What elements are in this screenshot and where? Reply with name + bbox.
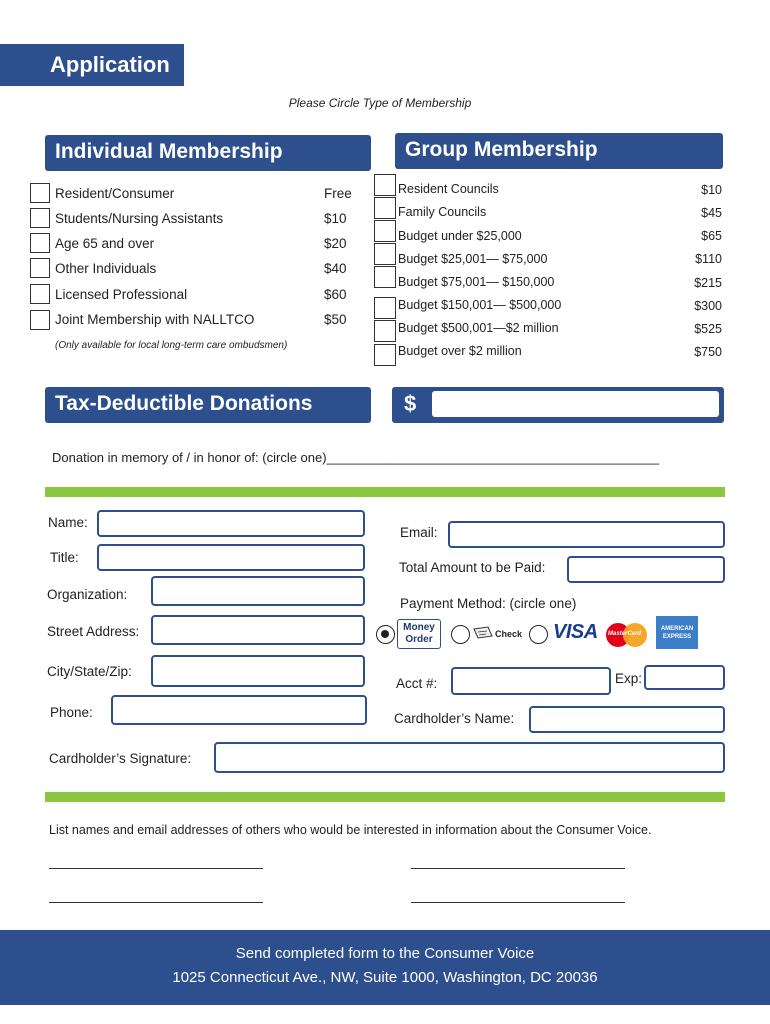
referral-line[interactable] <box>49 902 263 903</box>
group-item-price: $300 <box>694 299 722 313</box>
checkbox-licensed-professional[interactable] <box>30 284 50 304</box>
individual-item-label: Age 65 and over <box>55 236 155 251</box>
individual-item-price: $10 <box>324 211 347 226</box>
individual-item-price: $40 <box>324 261 347 276</box>
amex-text: AMERICAN <box>660 626 694 632</box>
money-order-text: Money <box>403 622 435 633</box>
group-item-label: Family Councils <box>398 205 487 219</box>
cardholder-signature-label: Cardholder’s Signature: <box>49 751 192 766</box>
checkbox-budget-150k-500k[interactable] <box>374 297 396 319</box>
check-icon <box>472 626 494 640</box>
cardholder-name-label: Cardholder’s Name: <box>394 711 515 726</box>
donation-memory-line: Donation in memory of / in honor of: (circle one)______________________________________________ <box>52 450 660 465</box>
city-state-zip-label: City/State/Zip: <box>47 664 132 679</box>
group-item-label: Budget $150,001— $500,000 <box>398 298 562 312</box>
checkbox-budget-under-25k[interactable] <box>374 220 396 242</box>
application-title: Application <box>50 52 170 77</box>
name-input[interactable] <box>97 510 365 537</box>
checkbox-budget-over-2m[interactable] <box>374 344 396 366</box>
footer-line1: Send completed form to the Consumer Voice <box>235 945 535 962</box>
individual-item-price: Free <box>324 186 352 201</box>
visa-logo: VISA <box>553 621 598 643</box>
group-item-label: Resident Councils <box>398 182 499 196</box>
referral-line[interactable] <box>411 868 625 869</box>
group-item-price: $525 <box>694 322 722 336</box>
individual-item-label: Other Individuals <box>55 261 157 276</box>
checkbox-budget-75k-150k[interactable] <box>374 266 396 288</box>
phone-input[interactable] <box>111 695 367 725</box>
group-item-label: Budget over $2 million <box>398 344 522 358</box>
group-item-price: $215 <box>694 276 722 290</box>
radio-money-order[interactable] <box>376 625 395 644</box>
checkbox-students[interactable] <box>30 208 50 228</box>
green-divider <box>45 487 725 497</box>
checkbox-joint-membership[interactable] <box>30 310 50 330</box>
organization-input[interactable] <box>151 576 365 606</box>
group-item-price: $10 <box>701 183 722 197</box>
name-label: Name: <box>48 515 88 530</box>
total-amount-input[interactable] <box>567 556 725 583</box>
individual-membership-title: Individual Membership <box>45 135 371 171</box>
cardholder-name-input[interactable] <box>529 706 725 733</box>
referrals-text: List names and email addresses of others who would be interested in information about the Consumer Voice. <box>49 823 652 837</box>
group-item-price: $65 <box>701 229 722 243</box>
dollar-sign: $ <box>404 391 417 416</box>
acct-label: Acct #: <box>396 676 438 691</box>
acct-input[interactable] <box>451 667 611 695</box>
group-item-label: Budget under $25,000 <box>398 229 522 243</box>
amex-logo <box>656 616 698 649</box>
group-item-price: $750 <box>694 345 722 359</box>
payment-method-label: Payment Method: (circle one) <box>400 596 577 611</box>
radio-check[interactable] <box>451 625 470 644</box>
exp-input[interactable] <box>644 665 725 690</box>
group-item-label: Budget $25,001— $75,000 <box>398 252 548 266</box>
footer <box>0 930 770 1005</box>
organization-label: Organization: <box>47 587 128 602</box>
individual-item-label: Students/Nursing Assistants <box>55 211 224 226</box>
ombudsmen-note: (Only available for local long-term care ombudsmen) <box>55 340 288 351</box>
individual-item-label: Licensed Professional <box>55 287 188 302</box>
membership-subtitle: Please Circle Type of Membership <box>288 96 472 110</box>
checkbox-age-65[interactable] <box>30 233 50 253</box>
mastercard-logo <box>606 623 648 647</box>
individual-item-price: $50 <box>324 312 347 327</box>
individual-item-label: Joint Membership with NALLTCO <box>55 312 255 327</box>
money-order-text: Order <box>405 634 433 645</box>
green-divider <box>45 792 725 802</box>
checkbox-family-councils[interactable] <box>374 197 396 219</box>
footer-address: 1025 Connecticut Ave., NW, Suite 1000, Washington, DC 20036 <box>172 969 598 986</box>
group-item-price: $45 <box>701 206 722 220</box>
check-text: Check <box>495 629 523 639</box>
email-input[interactable] <box>448 521 725 548</box>
donations-title: Tax-Deductible Donations <box>45 387 371 423</box>
money-order-icon <box>397 619 441 649</box>
checkbox-budget-500k-2m[interactable] <box>374 320 396 342</box>
individual-item-price: $60 <box>324 287 347 302</box>
checkbox-budget-25k-75k[interactable] <box>374 243 396 265</box>
group-item-label: Budget $500,001—$2 million <box>398 321 559 335</box>
amex-text: EXPRESS <box>662 634 692 640</box>
total-amount-label: Total Amount to be Paid: <box>399 560 546 575</box>
cardholder-signature-input[interactable] <box>214 742 725 773</box>
referral-line[interactable] <box>411 902 625 903</box>
group-item-label: Budget $75,001— $150,000 <box>398 275 555 289</box>
phone-label: Phone: <box>50 705 93 720</box>
group-membership-title: Group Membership <box>395 133 723 169</box>
individual-item-label: Resident/Consumer <box>55 186 175 201</box>
city-state-zip-input[interactable] <box>151 655 365 687</box>
exp-label: Exp: <box>615 671 643 686</box>
mastercard-text: MasterCard <box>608 631 642 637</box>
donation-amount-input[interactable] <box>432 391 719 417</box>
application-header <box>0 44 184 86</box>
email-label: Email: <box>400 525 438 540</box>
referral-line[interactable] <box>49 868 263 869</box>
radio-card[interactable] <box>529 625 548 644</box>
title-label: Title: <box>50 550 79 565</box>
street-address-input[interactable] <box>151 615 365 645</box>
individual-item-price: $20 <box>324 236 347 251</box>
checkbox-resident-councils[interactable] <box>374 174 396 196</box>
group-item-price: $110 <box>695 252 722 266</box>
checkbox-other-individuals[interactable] <box>30 258 50 278</box>
title-input[interactable] <box>97 544 365 571</box>
checkbox-resident-consumer[interactable] <box>30 183 50 203</box>
donation-amount-container <box>392 387 724 423</box>
street-address-label: Street Address: <box>47 624 140 639</box>
